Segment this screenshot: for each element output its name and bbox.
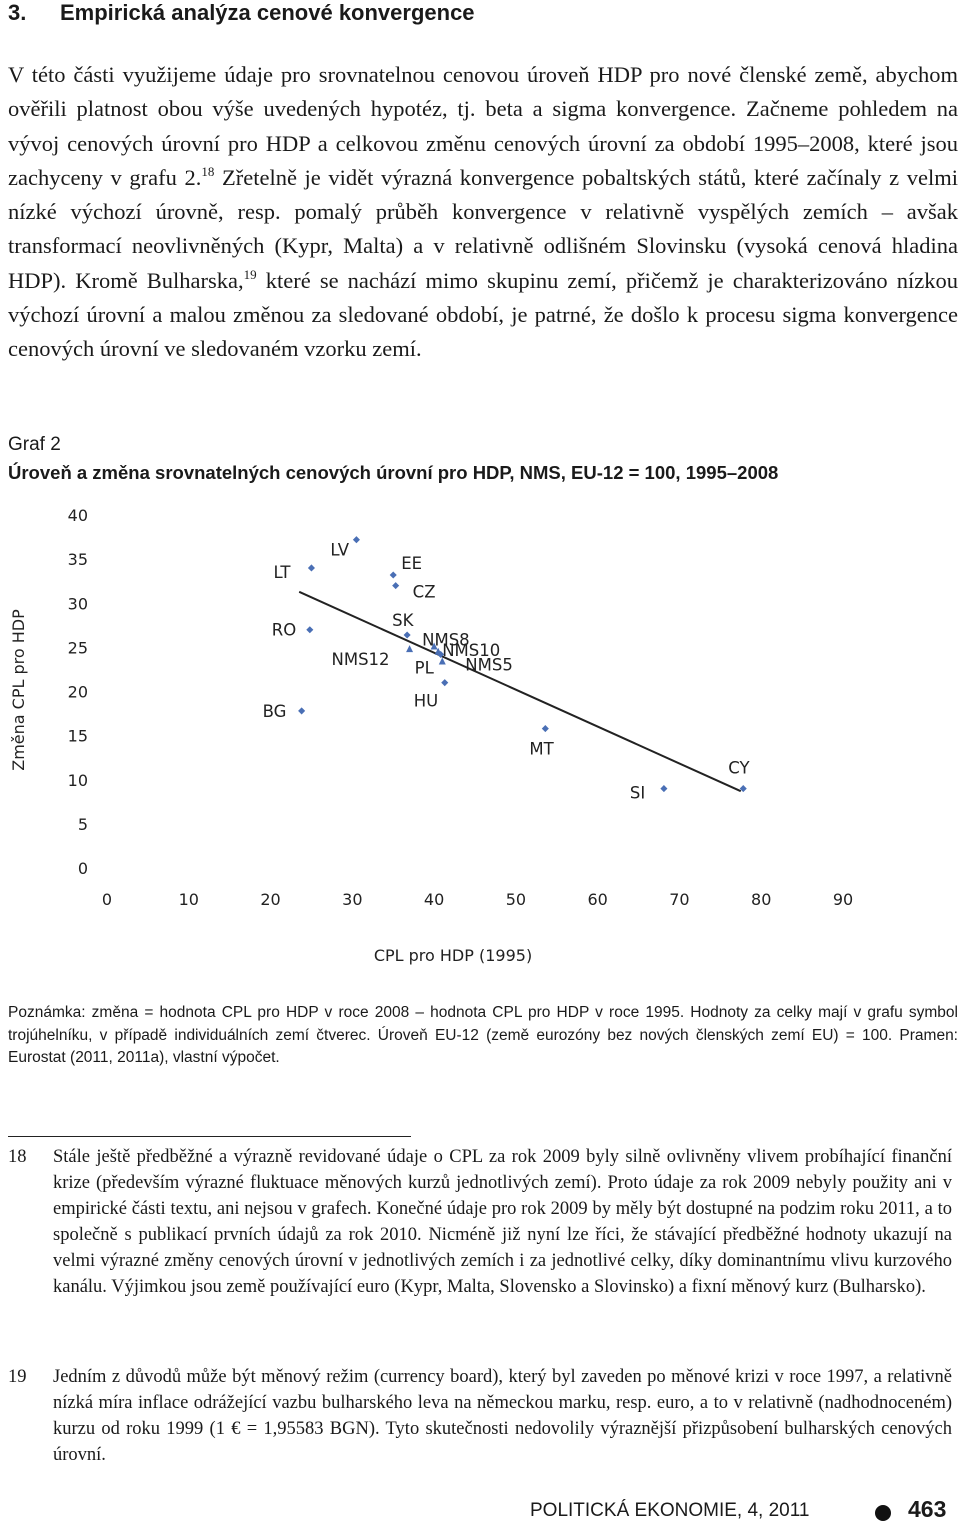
y-axis-title: Změna CPL pro HDP — [9, 609, 28, 771]
x-tick-label: 60 — [587, 890, 608, 909]
x-axis-title: CPL pro HDP (1995) — [373, 946, 533, 965]
point-marker-cz[interactable] — [392, 582, 399, 589]
x-tick-label: 80 — [751, 890, 772, 909]
point-label-lt: LT — [273, 562, 291, 582]
point-marker-mt[interactable] — [542, 725, 549, 732]
y-tick-label: 40 — [67, 506, 88, 525]
x-tick-label: 90 — [832, 890, 854, 909]
y-tick-label: 0 — [77, 859, 88, 878]
point-label-mt: MT — [529, 739, 554, 759]
point-marker-bg[interactable] — [298, 707, 305, 714]
y-tick-label: 30 — [67, 594, 88, 614]
x-tick-label: 10 — [178, 890, 199, 909]
point-label-cy: CY — [728, 758, 750, 778]
point-marker-si[interactable] — [660, 785, 667, 792]
footnote-ref-18[interactable]: 18 — [201, 163, 215, 179]
point-marker-ee[interactable] — [390, 571, 397, 578]
x-tick-label: 30 — [342, 890, 363, 909]
point-label-lv: LV — [330, 540, 350, 560]
point-label-nms12: NMS12 — [331, 650, 390, 670]
footnote-text: Jedním z důvodů může být měnový režim (currency board), který byl zaveden po měnové krizi v roce 1997, a relativně nízká míra inflace odrážející vazbu bulharského leva na německou marku, resp. euro, a to v relativně (nadhodnoceném) kurzu od roku 1999 (1 € = 1,95583 BGN). Tyto skutečnosti nedovolily výraznější přizpůsobení bulharských cenových úrovní. — [53, 1367, 952, 1465]
point-marker-lt[interactable] — [308, 564, 315, 571]
point-marker-sk[interactable] — [404, 631, 411, 638]
point-marker-ro[interactable] — [306, 626, 313, 633]
footnote-19 — [8, 1364, 952, 1468]
y-tick-label: 20 — [67, 682, 88, 702]
body-text-part1: V této části využijeme údaje pro srovnatelnou cenovou úroveň HDP pro nové členské země, abychom ověřili platnost obou výše uvedených hypotéz, tj. beta a sigma konvergence. Začneme pohledem na vývoj cenových úrovní pro HDP a celkovou změnu cenových úrovní za období 1995–2008, které jsou zachyceny v grafu 2. — [8, 62, 958, 190]
scatter-chart — [0, 495, 960, 975]
page-number: 463 — [908, 1496, 947, 1522]
footnote-ref-19[interactable]: 19 — [243, 266, 257, 282]
footnote-number: 18 — [8, 1147, 27, 1167]
y-tick-label: 15 — [67, 726, 88, 746]
x-tick-label: 0 — [101, 890, 113, 909]
point-label-nms10: NMS10 — [442, 640, 501, 660]
body-paragraph — [8, 58, 958, 367]
point-label-sk: SK — [392, 611, 414, 631]
footnote-divider — [8, 1136, 411, 1137]
point-label-ro: RO — [271, 620, 297, 640]
y-tick-label: 5 — [77, 814, 88, 834]
y-tick-label: 25 — [67, 638, 88, 658]
x-tick-label: 70 — [669, 890, 690, 909]
section-heading — [8, 0, 948, 26]
footnote-number: 19 — [8, 1367, 27, 1387]
point-label-cz: CZ — [412, 582, 436, 602]
body-text-part2: Zřetelně je vidět výrazná konvergence pobaltských států, které začínaly z velmi nízké výchozí úrovně, resp. pomalý průběh konvergence v relativně vyspělých zemích – avšak transformací neovlivněných (Kypr, Malta) a v relativně odlišném Slovinsku (vysoká cenová hladina HDP). Kromě Bulharska, — [8, 164, 959, 293]
y-tick-label: 35 — [67, 550, 88, 570]
footnote-18 — [8, 1144, 952, 1300]
journal-name: POLITICKÁ EKONOMIE, 4, 2011 — [530, 1500, 810, 1521]
figure-note: Poznámka: změna = hodnota CPL pro HDP v roce 2008 – hodnota CPL pro HDP v roce 1995. Hodnoty za celky mají v grafu symbol trojúhelníku, v případě individuálních zemí čtverec. Úroveň EU-12 (země eurozóny bez nových členských zemí EU) = 100. Pramen: Eurostat (2011, 2011a), vlastní výpočet. — [8, 1004, 958, 1066]
point-label-nms5: NMS5 — [465, 655, 513, 675]
point-label-bg: BG — [262, 701, 287, 721]
trend-line — [299, 592, 741, 791]
point-marker-hu[interactable] — [441, 679, 448, 686]
section-number: 3. — [8, 0, 27, 25]
point-label-pl: PL — [414, 658, 434, 678]
point-label-hu: HU — [413, 691, 439, 711]
x-tick-label: 50 — [505, 890, 527, 909]
y-tick-label: 10 — [67, 770, 88, 790]
point-label-nms8: NMS8 — [422, 630, 470, 650]
bullet-icon — [875, 1505, 891, 1521]
section-title: Empirická analýza cenové konvergence — [60, 0, 475, 25]
point-label-si: SI — [629, 783, 646, 803]
point-label-ee: EE — [401, 554, 423, 574]
figure-label: Graf 2 — [8, 434, 61, 455]
body-text-part3: které se nachází mimo skupinu zemí, přičemž je charakterizováno nízkou výchozí úrovní a malou změnou za sledované období, je patrné, že došlo k procesu sigma konvergence cenových úrovní ve sledovaném vzorku zemí. — [8, 267, 959, 362]
x-tick-label: 40 — [423, 890, 445, 909]
point-marker-lv[interactable] — [353, 536, 360, 543]
point-marker-nms12[interactable] — [406, 645, 413, 652]
x-tick-label: 20 — [260, 890, 281, 909]
footnote-text: Stále ještě předběžné a výrazně revidované údaje o CPL za rok 2009 byly silně ovlivněny vlivem probíhající finanční krize (především výrazné fluktuace měnových kurzů jednotlivých zemí). Proto údaje za rok 2009 nebyly použity ani v empirické části textu, ani nejsou v grafech. Konečné údaje pro rok 2009 by měly být dostupné na podzim roku 2011, a to společně s publikací prvních údajů za rok 2010. Nicméně již nyní lze říci, že stávající předběžné hodnoty ukazují na velmi výrazné změny cenových úrovní v jednotlivých zemích i za jednotlivé celky, díky dominantnímu vlivu kurzového kanálu. Výjimkou jsou země používající euro (Kypr, Malta, Slovensko a Slovinsko) a fixní měnový kurz (Bulharsko). — [53, 1147, 952, 1297]
figure-title: Úroveň a změna srovnatelných cenových úrovní pro HDP, NMS, EU-12 = 100, 1995–2008 — [8, 462, 779, 483]
